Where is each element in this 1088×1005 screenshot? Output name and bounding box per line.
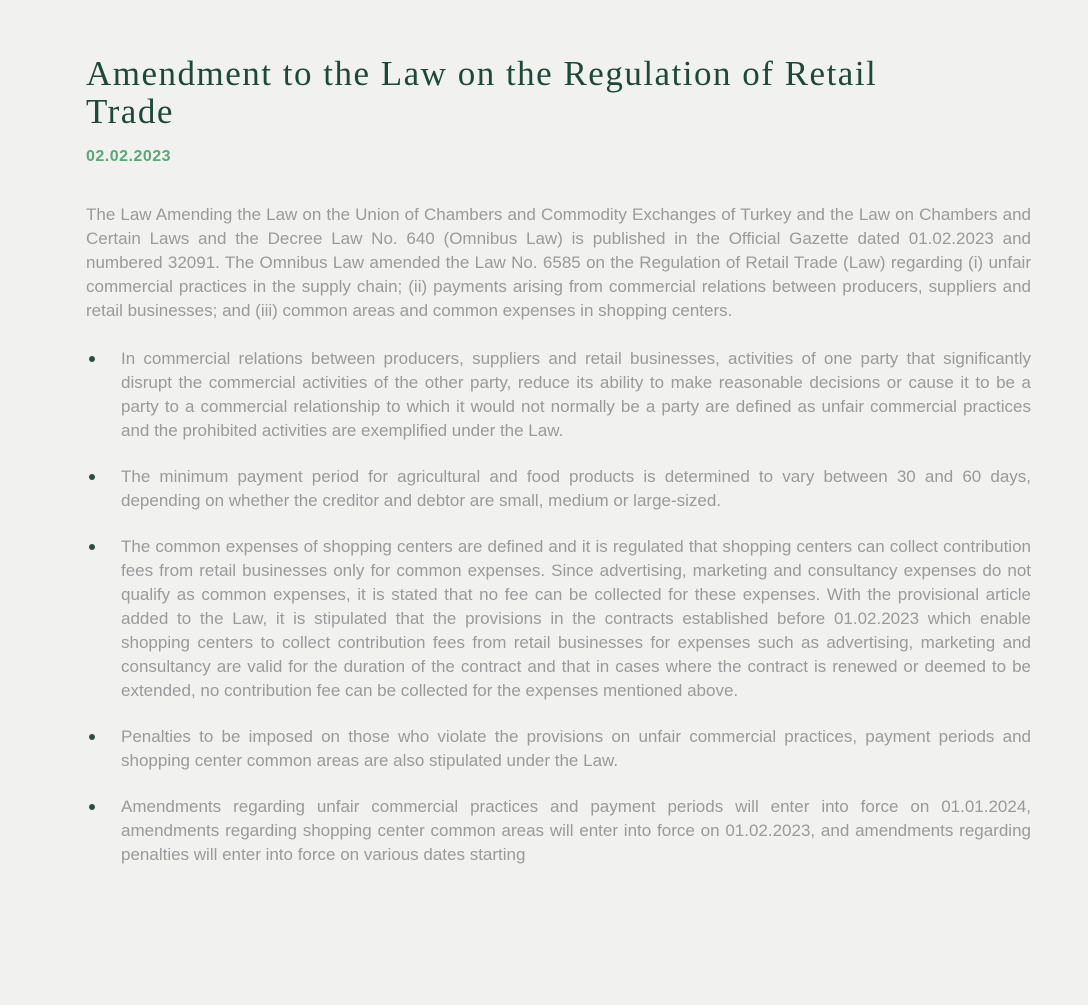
list-item [86,347,1031,443]
list-item-text: Amendments regarding unfair commercial practices and payment periods will enter into force on 01.01.2024, amendments regarding shopping center common areas will enter into force on 01.02.2023, and amendments regarding penalties will enter into force on various dates starting [121,797,1031,864]
list-item-text: Penalties to be imposed on those who violate the provisions on unfair commercial practices, payment periods and shopping center common areas are also stipulated under the Law. [121,727,1031,770]
bullet-list [86,347,1031,867]
list-item [86,535,1031,703]
bullet-dot-icon [89,356,95,362]
list-item-text: In commercial relations between producers, suppliers and retail businesses, activities of one party that significantly disrupt the commercial activities of the other party, reduce its ability to make reasonable decisions or cause it to be a party to a commercial relationship to which it would not normally be a party are defined as unfair commercial practices and the prohibited activities are exemplified under the Law. [121,349,1031,440]
list-item [86,725,1031,773]
intro-paragraph: The Law Amending the Law on the Union of Chambers and Commodity Exchanges of Turkey and the Law on Chambers and Certain Laws and the Decree Law No. 640 (Omnibus Law) is published in the Official Gazette dated 01.02.2023 and numbered 32091. The Omnibus Law amended the Law No. 6585 on the Regulation of Retail Trade (Law) regarding (i) unfair commercial practices in the supply chain; (ii) payments arising from commercial relations between producers, suppliers and retail businesses; and (iii) common areas and common expenses in shopping centers. [86,205,1031,320]
page-title: Amendment to the Law on the Regulation of Retail Trade [86,54,878,131]
list-item [86,465,1031,513]
list-item-text: The common expenses of shopping centers are defined and it is regulated that shopping centers can collect contribution fees from retail businesses only for common expenses. Since advertising, marketing and consultancy expenses do not qualify as common expenses, it is stated that no fee can be collected for these expenses. With the provisional article added to the Law, it is stipulated that the provisions in the contracts established before 01.02.2023 which enable shopping centers to collect contribution fees from retail businesses for expenses such as advertising, marketing and consultancy are valid for the duration of the contract and that in cases where the contract is renewed or deemed to be extended, no contribution fee can be collected for the expenses mentioned above. [121,537,1031,700]
list-item-text: The minimum payment period for agricultural and food products is determined to vary between 30 and 60 days, depending on whether the creditor and debtor are small, medium or large-sized. [121,467,1031,510]
bullet-dot-icon [89,474,95,480]
bullet-dot-icon [89,734,95,740]
bullet-dot-icon [89,544,95,550]
article-page [86,55,1031,889]
bullet-dot-icon [89,804,95,810]
article-date: 02.02.2023 [86,148,172,165]
list-item [86,795,1031,867]
